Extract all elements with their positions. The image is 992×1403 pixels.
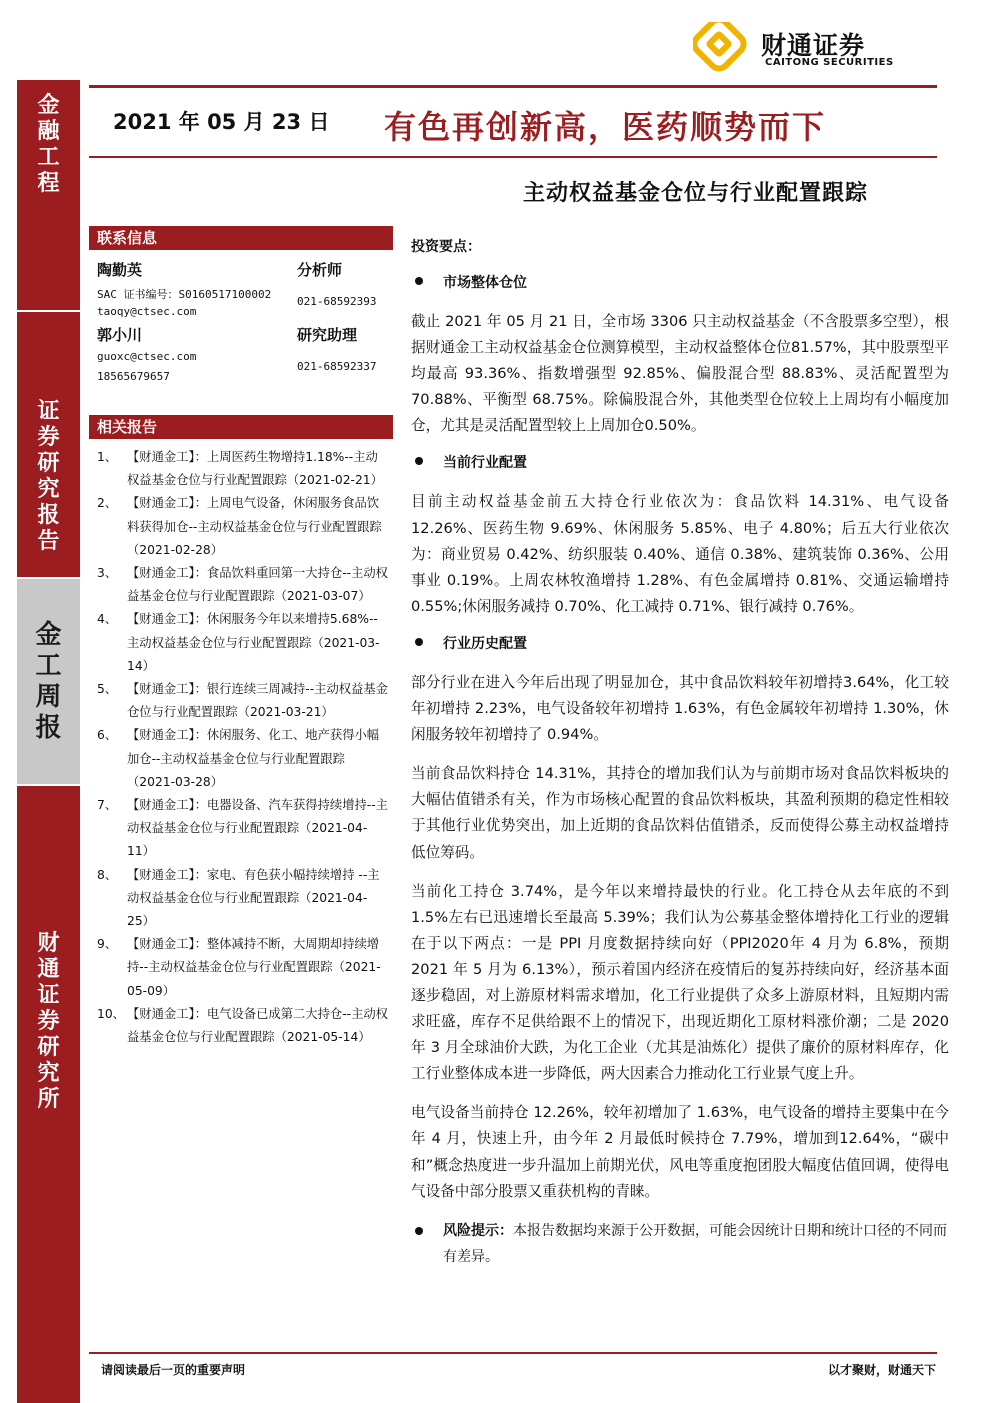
item-text: 【财通金工】：电器设备、汽车获得持续增持--主动权益基金仓位与行业配置跟踪（2021-04-11） [127,798,388,859]
list-item[interactable] [97,446,389,492]
analyst-cert: SAC 证书编号：S0160517100002 [97,288,272,301]
side-tab-label: 证券研究报告 [37,398,60,554]
item-number: 9、 [97,937,118,952]
assistant-name: 郭小川 [97,326,143,344]
item-text: 【财通金工】：整体减持不断，大周期却持续增持--主动权益基金仓位与行业配置跟踪（2021-05-09） [127,937,381,998]
item-text: 【财通金工】：食品饮料重回第一大持仓--主动权益基金仓位与行业配置跟踪（2021-03-07） [127,566,388,604]
header-rule [89,85,937,88]
item-text: 【财通金工】：银行连续三周减持--主动权益基金仓位与行业配置跟踪（2021-03-21） [127,682,388,720]
contact-heading: 联系信息 [89,226,393,250]
item-text: 【财通金工】：休闲服务、化工、地产获得小幅加仓--主动权益基金仓位与行业配置跟踪（2021-03-28） [127,728,380,789]
report-title: 有色再创新高，医药顺势而下 [384,108,827,146]
contact-info [97,257,397,392]
analyst-email[interactable]: taoqy@ctsec.com [97,305,197,318]
list-item[interactable] [97,794,389,864]
band-divider [17,577,80,579]
title-rule [89,156,937,158]
report-subtitle: 主动权益基金仓位与行业配置跟踪 [522,180,868,206]
item-number: 6、 [97,728,118,743]
item-text: 【财通金工】：休闲服务今年以来增持5.68%--主动权益基金仓位与行业配置跟踪（2021-03-14） [127,612,380,673]
logo-mark-icon [693,22,753,74]
item-number: 10、 [97,1006,125,1021]
footer-rule [89,1352,937,1354]
side-tab-weekly [17,620,80,744]
footer-disclaimer[interactable]: 请阅读最后一页的重要声明 [101,1363,246,1377]
list-item[interactable] [97,562,389,608]
risk-label: 风险提示： [443,1222,513,1239]
logo-name-en: CAITONG SECURITIES [765,57,894,68]
band-divider [17,784,80,786]
assistant-email[interactable]: guoxc@ctsec.com [97,350,197,363]
section-history-title: 行业历史配置 [411,633,949,653]
related-reports-list [97,446,389,1049]
assistant-mobile: 18565679657 [97,370,170,383]
analyst-name: 陶勤英 [97,261,143,279]
item-text: 【财通金工】：上周医药生物增持1.18%--主动权益基金仓位与行业配置跟踪（2021-02-21） [127,450,383,488]
side-tab-financial-engineering [17,92,80,196]
item-number: 7、 [97,798,118,813]
list-item[interactable] [97,1003,389,1049]
risk-warning [411,1218,949,1270]
main-content [411,236,949,1270]
section-history-text-1: 部分行业在进入今年后出现了明显加仓，其中食品饮料较年初增持3.64%，化工较年初增持 2.23%，电气设备较年初增持 1.63%，有色金属较年初增持 1.30%，休闲服务较年初增持了 0.94%。 [411,673,949,744]
item-number: 2、 [97,496,118,511]
related-reports-heading: 相关报告 [89,415,393,439]
left-category-band [17,80,80,1403]
list-item[interactable] [97,724,389,794]
analyst-phone: 021-68592393 [297,295,377,308]
side-tab-label: 财通证券研究所 [37,930,60,1112]
section-market-position-text: 截止 2021 年 05 月 21 日，全市场 3306 只主动权益基金（不含股票多空型），根据财通金工主动权益基金仓位测算模型，主动权益整体仓位81.57%，其中股票型平均最高 93.36%、指数增强型 92.85%、偏股混合型 88.83%、灵活配置型为 70.88%、平衡型 68.75%。除偏股混合外，其他类型仓位较上上周均有小幅度加仓，尤其是灵活配置型较上上周加仓0.50%。 [411,313,949,435]
section-history-text-3: 当前化工持仓 3.74%，是今年以来增持最快的行业。化工持仓从去年底的不到 1.5%左右已迅速增长至最高 5.39%；我们认为公募基金整体增持化工行业的逻辑在于以下两点：一是 PPI 月度数据持续向好（PPI2020年 4 月为 6.8%，预期 2021 年 5 月为 6.13%），预示着国内经济在疫情后的复苏持续向好，经济基本面逐步稳固，对上游原材料需求增加，化工行业提供了众多上游原材料，且短期内需求旺盛，库存不足供给跟不上的情况下，出现近期化工原材料涨价潮；二是 2020 年 3 月全球油价大跌，为化工企业（尤其是油炼化）提供了廉价的原材料库存，化工行业整体成本进一步降低，两大因素合力推动化工行业景气度上升。 [411,882,949,1083]
caitong-logo [693,22,923,74]
footer-slogan: 以才聚财，财通天下 [827,1363,936,1377]
logo-name-cn: 财通证券 [761,31,866,60]
item-number: 1、 [97,450,118,464]
item-number: 3、 [97,566,118,581]
item-text: 【财通金工】：上周电气设备，休闲服务食品饮料获得加仓--主动权益基金仓位与行业配置跟踪（2021-02-28） [127,496,382,557]
item-text: 【财通金工】：家电、有色获小幅持续增持 --主动权益基金仓位与行业配置跟踪（2021-04-25） [127,867,380,929]
list-item[interactable] [97,608,389,678]
analyst-role: 分析师 [297,261,343,279]
report-date: 2021 年 05 月 23 日 [113,110,330,134]
section-history-text-4: 电气设备当前持仓 12.26%，较年初增加了 1.63%，电气设备的增持主要集中在今年 4 月，快速上升，由今年 2 月最低时候持仓 7.79%，增加到12.64%，“碳中和”概念热度进一步升温加上前期光伏，风电等重度抱团股大幅度估值回调，使得电气设备中部分股票又重获机构的青睐。 [411,1104,949,1200]
list-item[interactable] [97,678,389,724]
list-item[interactable] [97,933,389,1003]
side-tab-label: 金工周报 [35,620,62,743]
list-item[interactable] [97,864,389,934]
section-market-position-title: 市场整体仓位 [411,272,949,292]
item-number: 5、 [97,682,118,697]
risk-text: 本报告数据均来源于公开数据，可能会因统计日期和统计口径的不同而有差异。 [443,1222,947,1265]
key-points-heading: 投资要点： [411,239,481,255]
item-number: 4、 [97,612,118,627]
section-industry-allocation-text: 目前主动权益基金前五大持仓行业依次为：食品饮料 14.31%、电气设备12.26%、医药生物 9.69%、休闲服务 5.85%、电子 4.80%；后五大行业依次为：商业贸易 0.42%、纺织服装 0.40%、通信 0.38%、建筑装饰 0.36%、公用事业 0.19%。上周农林牧渔增持 1.28%、有色金属增持 0.81%、交通运输增持 0.55%;休闲服务减持 0.70%、化工减持 0.71%、银行减持 0.76%。 [411,493,949,615]
side-tab-research-report [17,398,80,554]
band-divider [17,310,80,312]
side-tab-institute [17,930,80,1112]
assistant-role: 研究助理 [297,326,358,344]
item-number: 8、 [97,867,118,882]
item-text: 【财通金工】：电气设备已成第二大持仓--主动权益基金仓位与行业配置跟踪（2021-05-14） [127,1006,388,1045]
section-history-text-2: 当前食品饮料持仓 14.31%，其持仓的增加我们认为与前期市场对食品饮料板块的大幅估值错杀有关，作为市场核心配置的食品饮料板块，其盈利预期的稳定性相较于其他行业优势突出，加上近期的食品饮料估值错杀，反而使得公募主动权益增持低位筹码。 [411,765,949,861]
section-industry-allocation-title: 当前行业配置 [411,452,949,472]
side-tab-label: 金融工程 [37,92,60,196]
list-item[interactable] [97,492,389,562]
assistant-phone: 021-68592337 [297,360,377,373]
